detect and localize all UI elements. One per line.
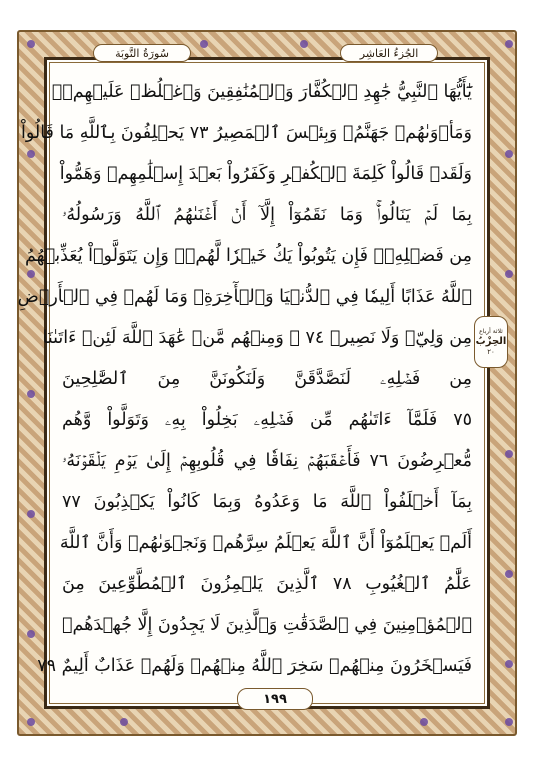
hizb-number: ٢٠ (487, 348, 495, 356)
text-line: عَلَّٰمُ ٱلۡغُيُوبِ ٧٨ ٱلَّذِينَ يَلۡمِزُونَ ٱلۡمُطَّوِّعِينَ مِنَ (62, 574, 472, 594)
text-line: ٧٥ فَلَمَّآ ءَاتَىٰهُم مِّن فَضۡلِهِۦ بَخِلُواْ بِهِۦ وَتَوَلَّواْ وَّهُم (62, 410, 472, 430)
text-line: مِن فَضۡلِهِۦۚ فَإِن يَتُوبُواْ يَكُ خَيۡرٗا لَّهُمۡۖ وَإِن يَتَوَلَّوۡاْ يُعَذِّبۡهُمُ (25, 246, 472, 266)
text-line: وَمَأۡوَىٰهُمۡ جَهَنَّمُۖ وَبِئۡسَ ٱلۡمَصِيرُ ٧٣ يَحۡلِفُونَ بِٱللَّهِ مَا قَالُواْ (20, 123, 472, 143)
text-line: فَيَسۡخَرُونَ مِنۡهُمۡ سَخِرَ ٱللَّهُ مِنۡهُمۡ وَلَهُمۡ عَذَابٌ أَلِيمٌ ٧٩ (37, 656, 472, 676)
text-line: وَلَقَدۡ قَالُواْ كَلِمَةَ ٱلۡكُفۡرِ وَكَفَرُواْ بَعۡدَ إِسۡلَٰمِهِمۡ وَهَمُّواْ (59, 164, 472, 184)
surah-header (93, 44, 191, 62)
surah-label: سُورَةُ التَّوبَة (115, 46, 169, 60)
hizb-fraction: ثلاثة أرباع (479, 328, 503, 335)
page-number (237, 688, 313, 710)
text-line: بِمَآ أَخۡلَفُواْ ٱللَّهَ مَا وَعَدُوهُ وَبِمَا كَانُواْ يَكۡذِبُونَ ٧٧ (62, 492, 472, 512)
hizb-marker (474, 316, 508, 368)
juz-label: الجُزءُ العَاشِر (359, 46, 419, 60)
hizb-label: الحِزْبُ (475, 336, 507, 347)
text-line: مِن وَلِيّٖ وَلَا نَصِيرٖ ٧٤ ۞ وَمِنۡهُم مَّنۡ عَٰهَدَ ٱللَّهَ لَئِنۡ ءَاتَىٰنَا (42, 328, 472, 348)
text-line: ٱللَّهُ عَذَابًا أَلِيمٗا فِي ٱلدُّنۡيَا وَٱلۡأٓخِرَةِۚ وَمَا لَهُمۡ فِي ٱلۡأَرۡضِ (17, 287, 472, 307)
text-line: أَلَمۡ يَعۡلَمُوٓاْ أَنَّ ٱللَّهَ يَعۡلَمُ سِرَّهُمۡ وَنَجۡوَىٰهُمۡ وَأَنَّ ٱللَّهَ (59, 533, 472, 553)
text-line: بِمَا لَمۡ يَنَالُواْۚ وَمَا نَقَمُوٓاْ إِلَّآ أَنۡ أَغۡنَىٰهُمُ ٱللَّهُ وَرَسُولُهُۥ (62, 205, 472, 225)
text-line: مُّعۡرِضُونَ ٧٦ فَأَعۡقَبَهُمۡ نِفَاقٗا فِي قُلُوبِهِمۡ إِلَىٰ يَوۡمِ يَلۡقَوۡنَهُۥ (62, 451, 472, 471)
quran-text (17, 74, 472, 694)
page-number-text: ١٩٩ (263, 691, 287, 707)
text-line: ٱلۡمُؤۡمِنِينَ فِي ٱلصَّدَقَٰتِ وَٱلَّذِينَ لَا يَجِدُونَ إِلَّا جُهۡدَهُمۡ (62, 615, 472, 635)
juz-header (340, 44, 438, 62)
text-line: يَٰٓأَيُّهَا ٱلنَّبِيُّ جَٰهِدِ ٱلۡكُفَّارَ وَٱلۡمُنَٰفِقِينَ وَٱغۡلُظۡ عَلَيۡهِمۡۚ (51, 82, 472, 102)
text-line: مِن فَضۡلِهِۦ لَنَصَّدَّقَنَّ وَلَنَكُونَنَّ مِنَ ٱلصَّٰلِحِينَ (62, 369, 472, 389)
